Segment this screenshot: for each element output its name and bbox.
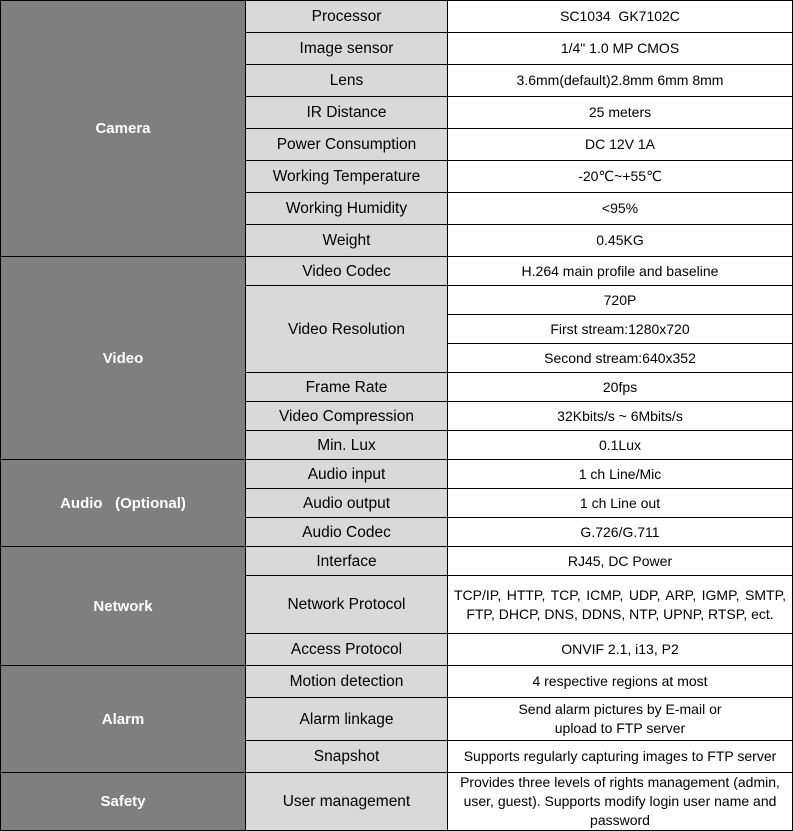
param-interface: Interface: [246, 547, 448, 576]
param-audio-codec: Audio Codec: [246, 518, 448, 547]
value-lens: 3.6mm(default)2.8mm 6mm 8mm: [448, 65, 793, 97]
value-video-resolution-second-stream: Second stream:640x352: [448, 344, 793, 373]
value-ir-distance: 25 meters: [448, 97, 793, 129]
value-min-lux: 0.1Lux: [448, 431, 793, 460]
value-audio-codec: G.726/G.711: [448, 518, 793, 547]
value-motion-detection: 4 respective regions at most: [448, 666, 793, 698]
param-power-consumption: Power Consumption: [246, 129, 448, 161]
param-audio-input: Audio input: [246, 460, 448, 489]
category-audio: Audio (Optional): [1, 460, 246, 547]
value-weight: 0.45KG: [448, 225, 793, 257]
param-motion-detection: Motion detection: [246, 666, 448, 698]
param-working-temperature: Working Temperature: [246, 161, 448, 193]
param-image-sensor: Image sensor: [246, 33, 448, 65]
value-alarm-linkage: Send alarm pictures by E-mail or upload to FTP server: [448, 698, 793, 741]
value-interface: RJ45, DC Power: [448, 547, 793, 576]
table-row: [1, 460, 793, 489]
value-processor: SC1034 GK7102C: [448, 1, 793, 33]
value-power-consumption: DC 12V 1A: [448, 129, 793, 161]
param-frame-rate: Frame Rate: [246, 373, 448, 402]
category-alarm: Alarm: [1, 666, 246, 773]
param-video-compression: Video Compression: [246, 402, 448, 431]
value-working-temperature: -20℃~+55℃: [448, 161, 793, 193]
param-video-codec: Video Codec: [246, 257, 448, 286]
category-network: Network: [1, 547, 246, 666]
param-lens: Lens: [246, 65, 448, 97]
table-row: [1, 547, 793, 576]
table-row: [1, 666, 793, 698]
value-network-protocol: TCP/IP, HTTP, TCP, ICMP, UDP, ARP, IGMP, SMTP, FTP, DHCP, DNS, DDNS, NTP, UPNP, RTSP, ect.: [448, 576, 793, 634]
value-video-resolution-first-stream: First stream:1280x720: [448, 315, 793, 344]
category-camera: Camera: [1, 1, 246, 257]
param-snapshot: Snapshot: [246, 741, 448, 773]
param-alarm-linkage: Alarm linkage: [246, 698, 448, 741]
category-safety: Safety: [1, 773, 246, 831]
table-row: [1, 257, 793, 286]
value-audio-input: 1 ch Line/Mic: [448, 460, 793, 489]
param-video-resolution: Video Resolution: [246, 286, 448, 373]
value-user-management: Provides three levels of rights management (admin, user, guest). Supports modify login user name and password: [448, 773, 793, 831]
category-video: Video: [1, 257, 246, 460]
table-row: [1, 773, 793, 831]
value-working-humidity: <95%: [448, 193, 793, 225]
param-working-humidity: Working Humidity: [246, 193, 448, 225]
param-ir-distance: IR Distance: [246, 97, 448, 129]
value-image-sensor: 1/4" 1.0 MP CMOS: [448, 33, 793, 65]
table-row: [1, 1, 793, 33]
param-access-protocol: Access Protocol: [246, 634, 448, 666]
value-video-codec: H.264 main profile and baseline: [448, 257, 793, 286]
param-audio-output: Audio output: [246, 489, 448, 518]
param-weight: Weight: [246, 225, 448, 257]
value-video-compression: 32Kbits/s ~ 6Mbits/s: [448, 402, 793, 431]
value-access-protocol: ONVIF 2.1, i13, P2: [448, 634, 793, 666]
param-min-lux: Min. Lux: [246, 431, 448, 460]
param-processor: Processor: [246, 1, 448, 33]
param-network-protocol: Network Protocol: [246, 576, 448, 634]
value-snapshot: Supports regularly capturing images to FTP server: [448, 741, 793, 773]
value-video-resolution-720p: 720P: [448, 286, 793, 315]
value-frame-rate: 20fps: [448, 373, 793, 402]
value-audio-output: 1 ch Line out: [448, 489, 793, 518]
param-user-management: User management: [246, 773, 448, 831]
